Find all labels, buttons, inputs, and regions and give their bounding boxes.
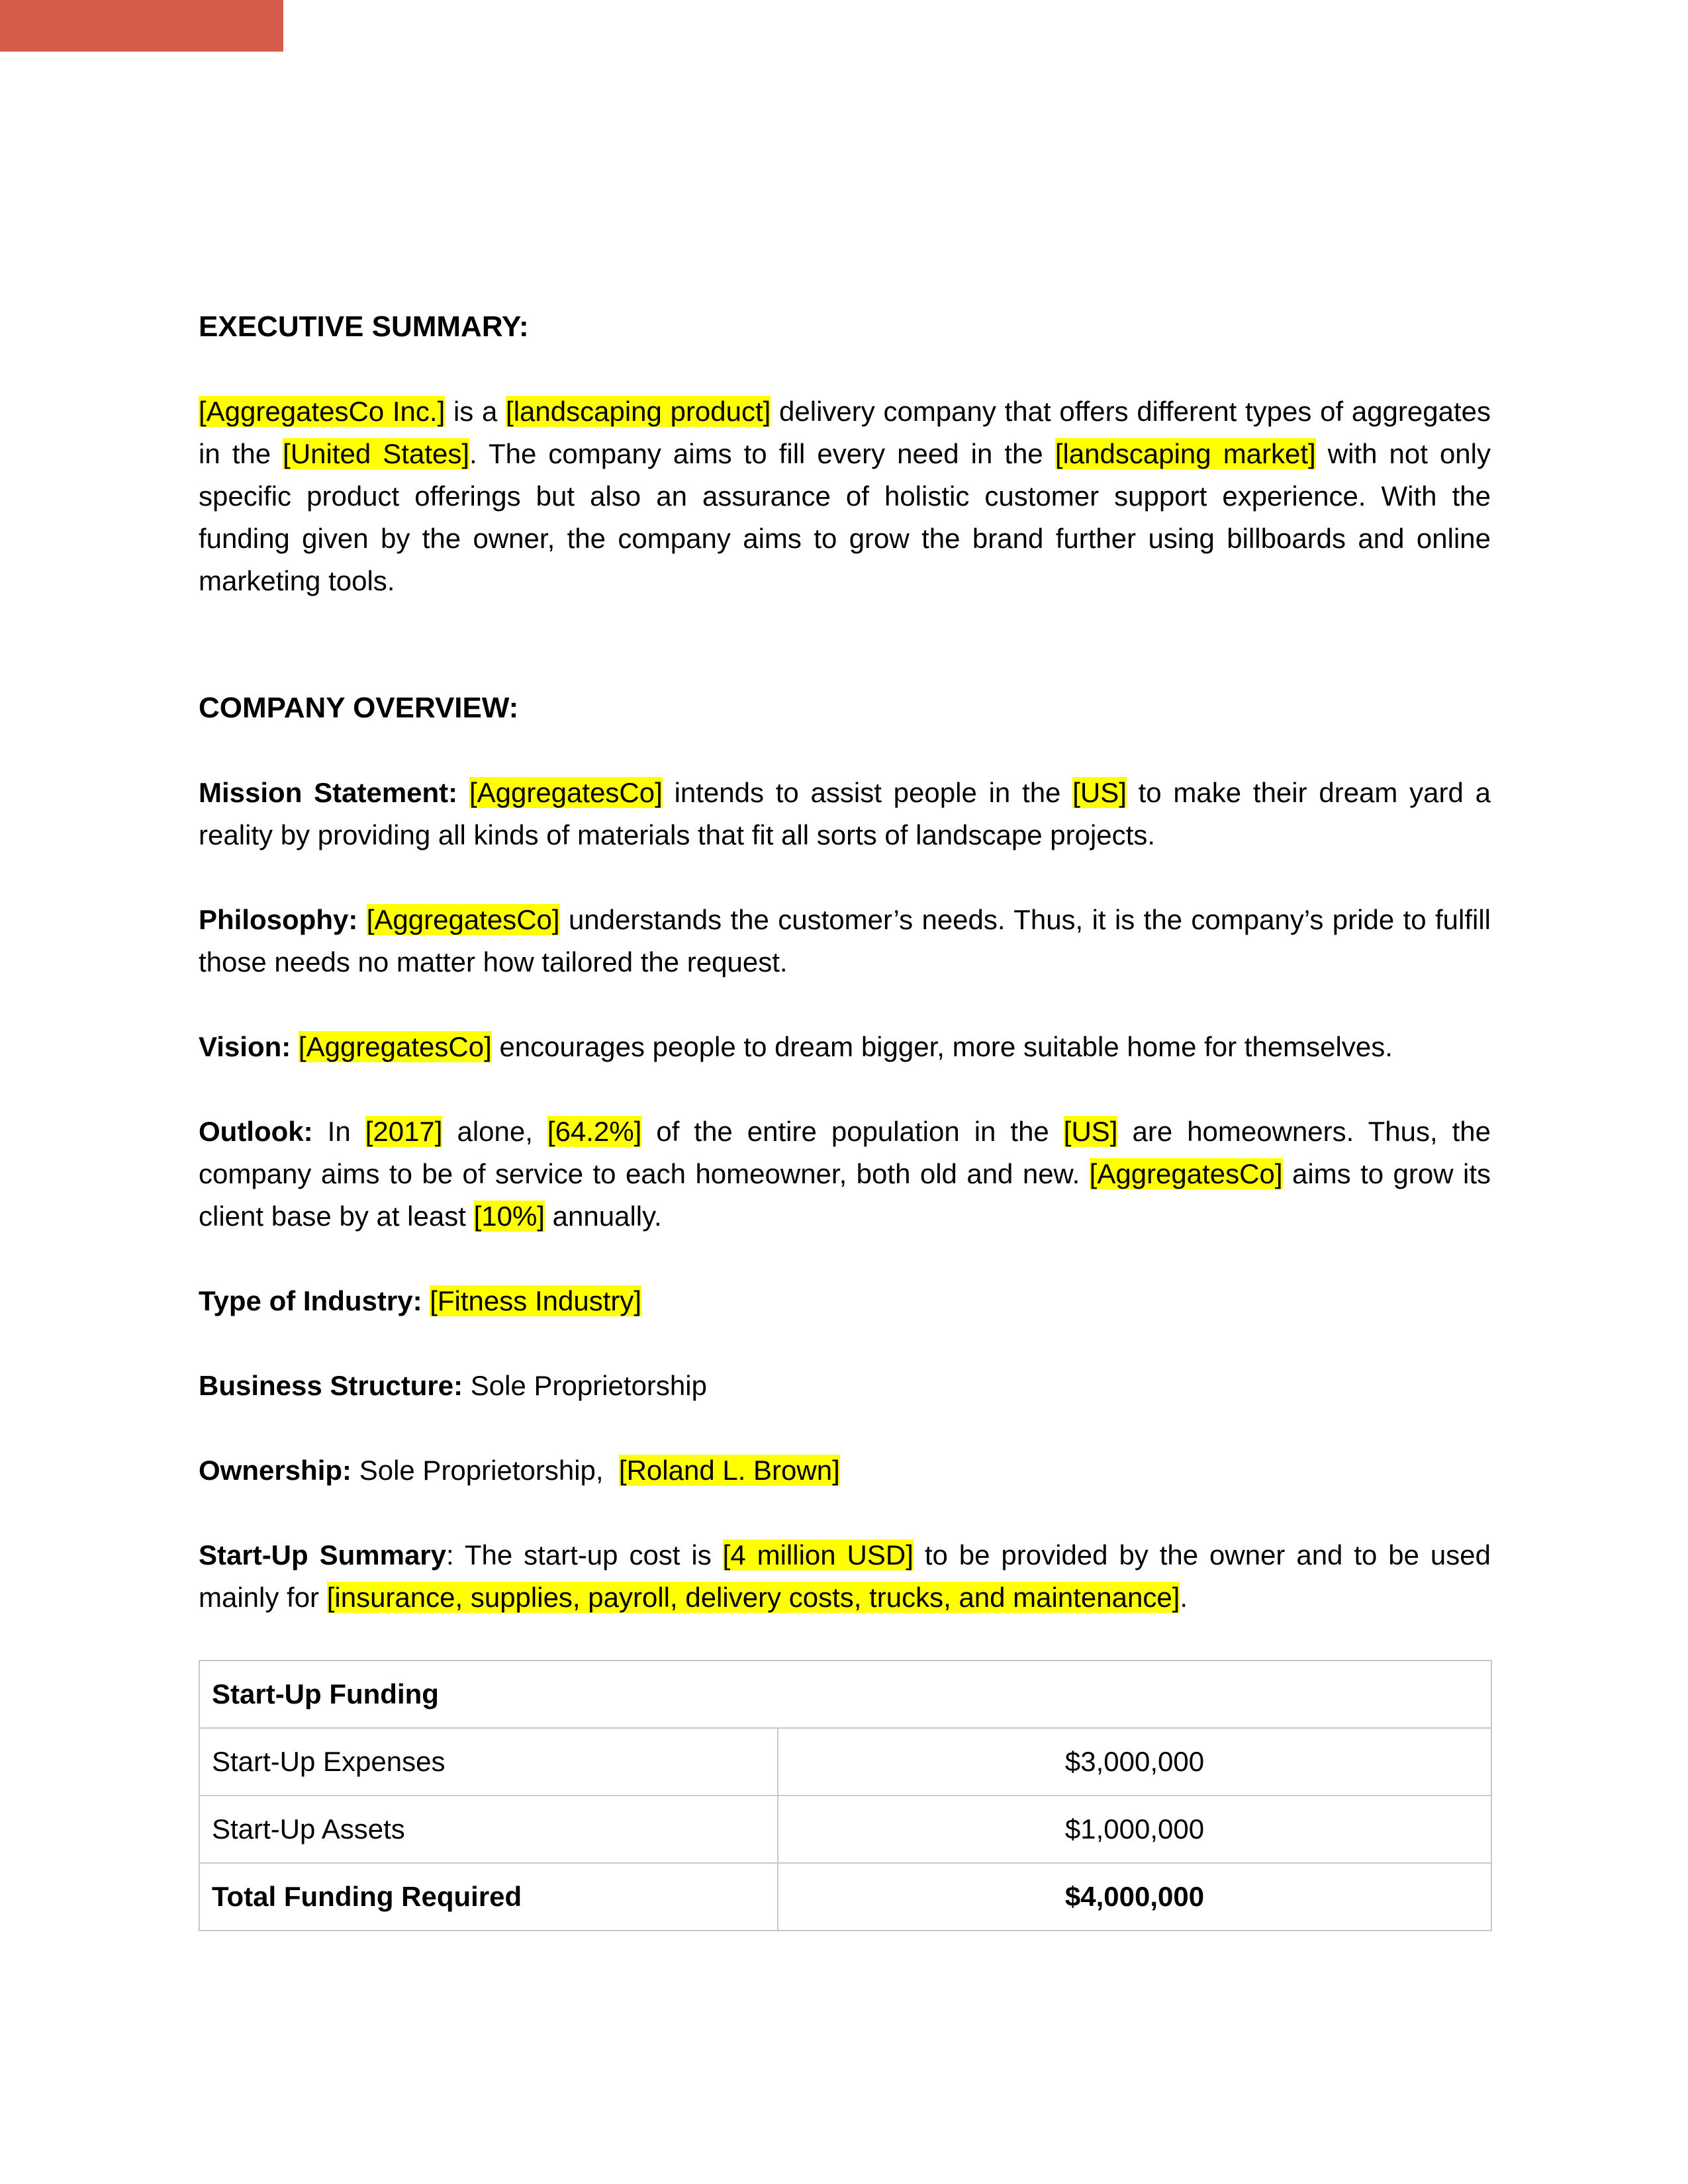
outlook: Outlook: In [2017] alone, [64.2%] of the entire population in the [US] are homeowners. Thus, the company aims to be of service to each homeowner, both old and new. [AggregatesCo] aims to grow its client base by at least [10%] annually. — [199, 1116, 1491, 1232]
total-amount: $4,000,000 — [778, 1863, 1491, 1931]
business-structure: Business Structure: Sole Proprietorship — [199, 1370, 707, 1401]
startup-funding-table — [199, 1660, 1492, 1931]
table-header-row — [199, 1661, 1491, 1728]
placeholder-country: [US] — [1063, 1116, 1118, 1147]
company-overview-heading: COMPANY OVERVIEW: — [199, 692, 519, 724]
placeholder-owner-name: [Roland L. Brown] — [618, 1455, 840, 1486]
total-label: Total Funding Required — [199, 1863, 778, 1931]
vision: Vision: [AggregatesCo] encourages people to dream bigger, more suitable home for themselves. — [199, 1031, 1393, 1062]
placeholder-product: [landscaping product] — [506, 396, 771, 427]
placeholder-country: [US] — [1072, 777, 1127, 808]
outlook-label: Outlook: — [199, 1116, 313, 1147]
startup-summary: Start-Up Summary: The start-up cost is [4 million USD] to be provided by the owner and to be used mainly for [insurance, supplies, payroll, delivery costs, trucks, and maintenance]. — [199, 1539, 1491, 1613]
structure-label: Business Structure: — [199, 1370, 463, 1401]
mission-label: Mission Statement: — [199, 777, 458, 808]
ownership-label: Ownership: — [199, 1455, 352, 1486]
vision-label: Vision: — [199, 1031, 291, 1062]
placeholder-market: [landscaping market] — [1055, 438, 1316, 469]
placeholder-company-name: [AggregatesCo Inc.] — [199, 396, 445, 427]
placeholder-company-name: [AggregatesCo] — [469, 777, 663, 808]
philosophy-label: Philosophy: — [199, 904, 358, 935]
row-label: Start-Up Assets — [199, 1796, 778, 1863]
placeholder-cost-uses: [insurance, supplies, payroll, delivery costs, trucks, and maintenance] — [326, 1582, 1180, 1613]
table-title: Start-Up Funding — [199, 1661, 1491, 1728]
table-total-row — [199, 1863, 1491, 1931]
placeholder-year: [2017] — [365, 1116, 443, 1147]
table-row — [199, 1728, 1491, 1796]
row-label: Start-Up Expenses — [199, 1728, 778, 1796]
ownership: Ownership: Sole Proprietorship, [Roland L. Brown] — [199, 1455, 840, 1486]
philosophy: Philosophy: [AggregatesCo] understands the customer’s needs. Thus, it is the company’s pride to fulfill those needs no matter how tailored the request. — [199, 904, 1491, 978]
placeholder-company-name: [AggregatesCo] — [298, 1031, 492, 1062]
row-amount: $3,000,000 — [778, 1728, 1491, 1796]
placeholder-industry: [Fitness Industry] — [430, 1285, 642, 1316]
placeholder-country: [United States] — [283, 438, 470, 469]
table-row — [199, 1796, 1491, 1863]
industry-label: Type of Industry: — [199, 1285, 422, 1316]
executive-summary-heading: EXECUTIVE SUMMARY: — [199, 310, 529, 343]
startup-summary-label: Start-Up Summary — [199, 1539, 447, 1570]
placeholder-company-name: [AggregatesCo] — [1089, 1158, 1283, 1189]
placeholder-startup-cost: [4 million USD] — [722, 1539, 914, 1570]
placeholder-company-name: [AggregatesCo] — [366, 904, 560, 935]
document-body — [199, 306, 1491, 1931]
row-amount: $1,000,000 — [778, 1796, 1491, 1863]
accent-bar — [0, 0, 283, 52]
placeholder-percent: [64.2%] — [547, 1116, 642, 1147]
type-of-industry — [199, 1280, 1491, 1322]
executive-summary-paragraph: [AggregatesCo Inc.] is a [landscaping product] delivery company that offers different types of aggregates in the [United States]. The company aims to fill every need in the [landscaping market] with not only specific product offerings but also an assurance of holistic customer support experience. With the funding given by the owner, the company aims to grow the brand further using billboards and online marketing tools. — [199, 396, 1491, 596]
placeholder-growth-rate: [10%] — [473, 1201, 545, 1232]
mission-statement: Mission Statement: [AggregatesCo] intends to assist people in the [US] to make their dream yard a reality by providing all kinds of materials that fit all sorts of landscape projects. — [199, 777, 1491, 850]
